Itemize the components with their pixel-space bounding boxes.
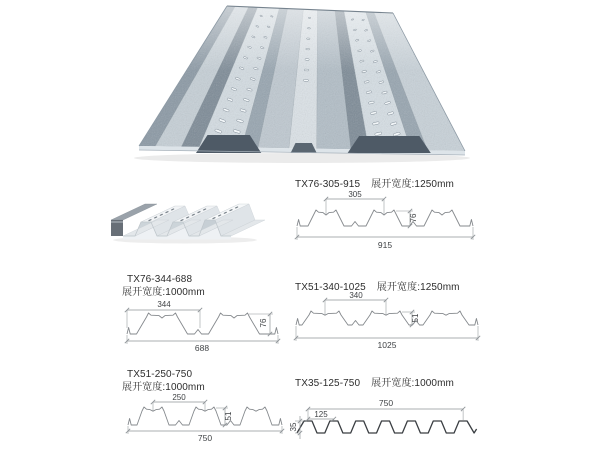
model-code: TX51-340-1025 — [295, 282, 366, 293]
profile-drawing-tx76-344-688 — [116, 296, 286, 358]
dim-label-overall: 688 — [194, 343, 210, 353]
unfold-width-label: 展开宽度:1250mm — [371, 179, 454, 190]
profile-drawing-tx76-305-915 — [293, 189, 481, 253]
dim-label-overall: 750 — [197, 433, 213, 443]
unfold-width-label: 展开宽度:1000mm — [371, 378, 454, 389]
dim-label-pitch: 125 — [314, 410, 328, 419]
dim-label-height: 76 — [259, 318, 268, 328]
dim-label-pitch: 340 — [349, 291, 363, 300]
dim-label-overall: 1025 — [377, 340, 397, 350]
model-code: TX76-344-688 — [127, 274, 193, 285]
dim-label-overall: 915 — [377, 240, 393, 250]
diagram-title-tx51-250-750 — [122, 369, 205, 394]
unfold-width-label: 展开宽度:1000mm — [122, 286, 205, 298]
dim-label-height: 76 — [409, 213, 418, 223]
unfold-width-label: 展开宽度:1000mm — [122, 381, 205, 393]
dim-label-pitch: 250 — [172, 393, 186, 402]
model-code: TX51-250-750 — [127, 369, 193, 380]
secondary-product-photo — [105, 186, 273, 248]
dim-label-height: 51 — [224, 411, 233, 421]
profile-drawing-tx51-340-1025 — [293, 290, 483, 352]
diagram-title-tx35-125-750 — [295, 374, 454, 389]
dim-label-pitch: 305 — [348, 190, 362, 199]
model-code: TX76-305-915 — [295, 179, 361, 190]
dim-label-pitch: 344 — [157, 300, 171, 309]
diagram-title-tx76-305-915 — [295, 175, 454, 190]
dim-label-height: 35 — [289, 422, 298, 432]
main-product-photo — [130, 0, 470, 170]
dim-label-height: 51 — [411, 313, 420, 323]
model-code: TX35-125-750 — [295, 378, 361, 389]
profile-drawing-tx51-250-750 — [116, 392, 286, 448]
profile-drawing-tx35-125-750 — [289, 390, 483, 448]
unfold-width-label: 展开宽度:1250mm — [376, 282, 460, 293]
dim-label-overall: 750 — [378, 398, 394, 408]
